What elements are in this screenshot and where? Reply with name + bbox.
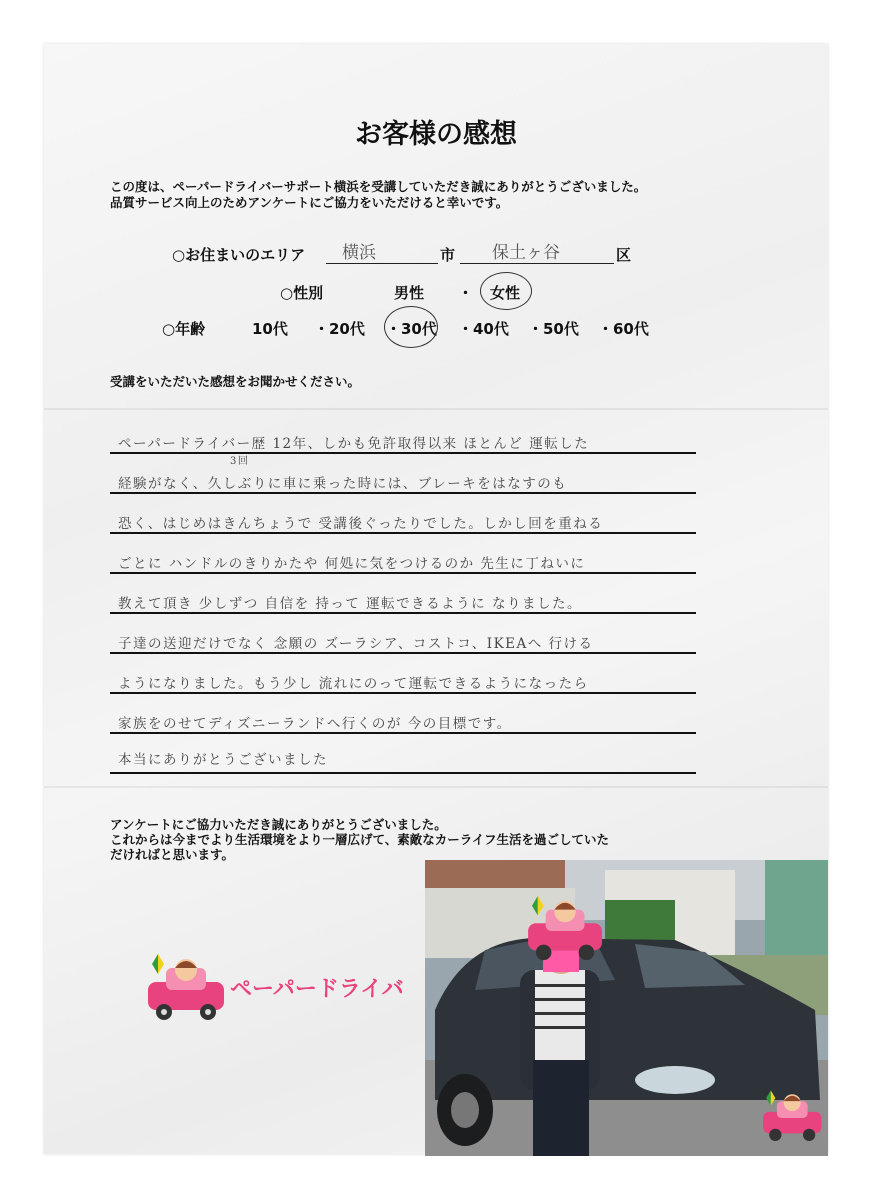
age-option-20s: ・20代 [314, 320, 365, 338]
comment-line: 本当にありがとうございました [118, 752, 328, 768]
area-city-suffix: 市 [440, 246, 456, 264]
page-title: お客様の感想 [355, 119, 517, 150]
ward-underline [460, 263, 614, 264]
ruled-line [110, 692, 696, 694]
city-underline [326, 263, 438, 264]
comment-line: ペーパードライバー歴 12年、しかも免許取得以来 ほとんど 運転した [118, 436, 590, 452]
selected-circle-30s [384, 306, 438, 348]
comment-line: ごとに ハンドルのきりかたや 何処に気をつけるのか 先生に丁ねいに [118, 556, 586, 572]
pink-car-logo-icon [144, 954, 230, 1026]
customer-photo [425, 860, 828, 1156]
comment-line: 教えて頂き 少しずつ 自信を 持って 運転できるように なりました。 [118, 596, 582, 612]
area-ward-value: 保土ヶ谷 [492, 243, 560, 263]
intro-text: この度は、ペーパードライバーサポート横浜を受講していただき誠にありがとうございました。 品質サービス向上のためアンケートにご協力をいただけると幸いです。 [110, 179, 647, 210]
ruled-line [110, 532, 696, 534]
pink-car-sticker-icon [523, 896, 609, 966]
ruled-line [110, 572, 696, 574]
logo-text: ペーパードライバ [230, 977, 404, 1002]
gender-separator: ・ [458, 284, 474, 302]
comment-prompt: 受講をいただいた感想をお聞かせください。 [110, 374, 361, 389]
gender-option-female: 女性 [490, 284, 521, 302]
age-label: ○年齢 [162, 320, 206, 338]
selected-circle-female [480, 272, 532, 310]
closing-text: アンケートにご協力いただき誠にありがとうございました。 これからは今までより生活環境をより一層広げて、素敵なカーライフ生活を過ごしていた だければと思います。 [110, 817, 610, 862]
ruled-line [110, 492, 696, 494]
comment-line: 恐く、はじめはきんちょうで 受講後ぐったりでした。しかし回を重ねる [118, 516, 604, 532]
age-option-10s: 10代 [252, 320, 288, 338]
paper-fold [44, 408, 828, 410]
comment-annotation: 3回 [230, 456, 250, 467]
age-option-60s: ・60代 [598, 320, 649, 338]
comment-line: 経験がなく、久しぶりに車に乗った時には、ブレーキをはなすのも [118, 476, 568, 492]
age-option-50s: ・50代 [528, 320, 579, 338]
comment-line: ようになりました。もう少し 流れにのって運転できるようになったら [118, 676, 589, 692]
ruled-line [110, 732, 696, 734]
ruled-line [110, 612, 696, 614]
gender-label: ○性別 [280, 284, 324, 302]
area-ward-suffix: 区 [616, 246, 632, 264]
ruled-line [110, 772, 696, 774]
area-label: ○お住まいのエリア [172, 246, 306, 264]
pink-car-small-sticker-icon [760, 1090, 826, 1146]
ruled-line [110, 652, 696, 654]
age-option-40s: ・40代 [458, 320, 509, 338]
age-option-30s: ・30代 [386, 320, 437, 338]
gender-option-male: 男性 [394, 284, 425, 302]
comment-line: 家族をのせてディズニーランドへ行くのが 今の目標です。 [118, 716, 512, 732]
paper-fold [44, 786, 828, 788]
ruled-line [110, 452, 696, 454]
comment-line: 子達の送迎だけでなく 念願の ズーラシア、コストコ、IKEAへ 行ける [118, 636, 594, 652]
area-city-value: 横浜 [342, 243, 376, 263]
